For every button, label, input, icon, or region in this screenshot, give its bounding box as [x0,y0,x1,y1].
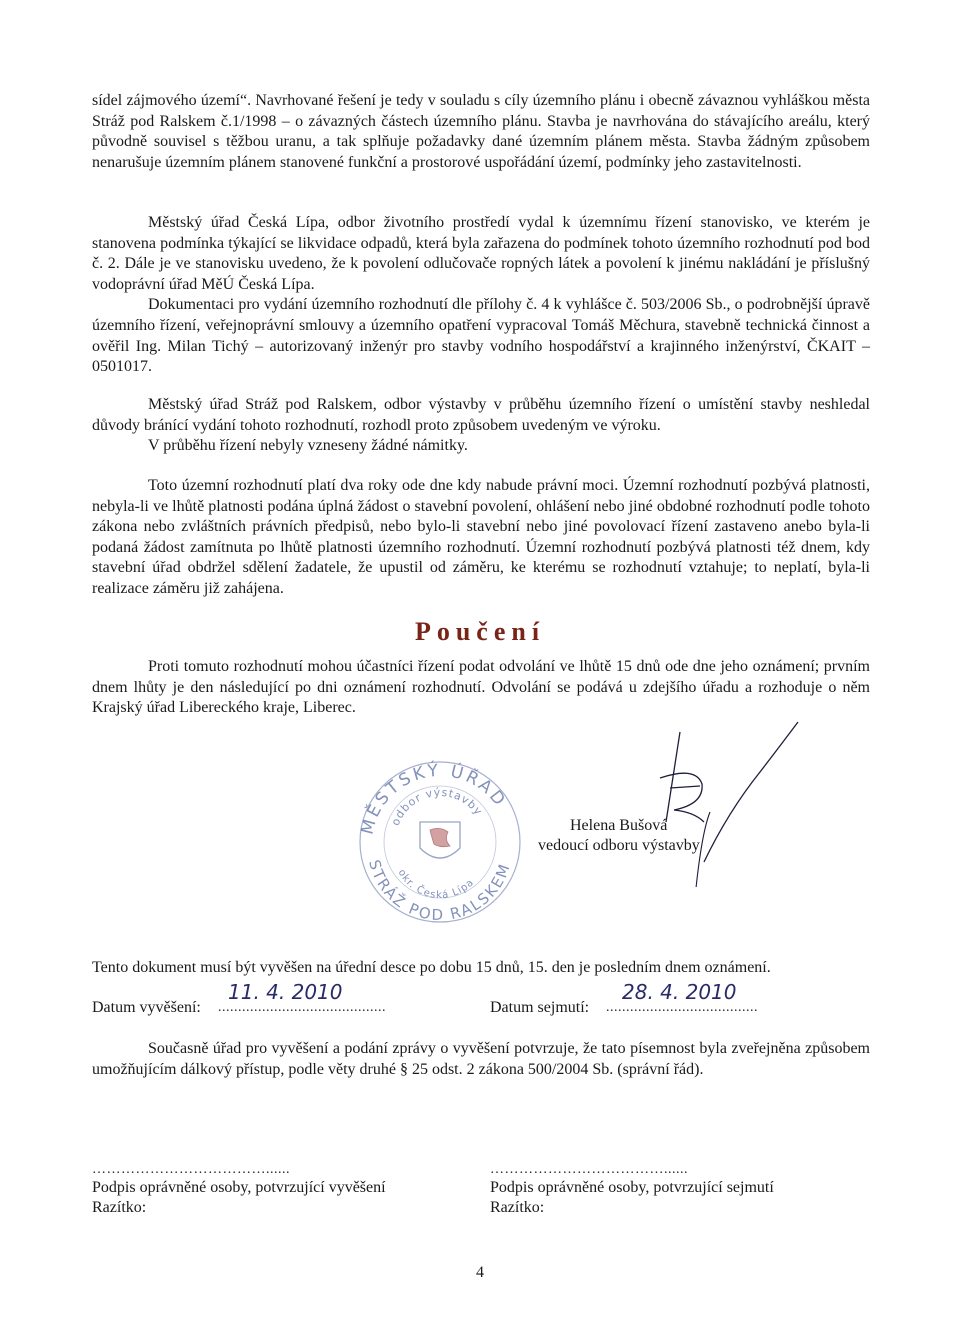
paragraph-text: Městský úřad Česká Lípa, odbor životního prostředí vydal k územnímu řízení stanovisko, ve kterém je stanovena podmínka týkající se likvidace odpadů, která byla zařazena do podmínek tohoto územního rozhodnutí pod bod č. 2. Dále je ve stanovisku uvedeno, že k povolení odlučovače ropných látek a povolení k jinému nakládání je příslušný vodoprávní úřad MěÚ Česká Lípa. [92,214,870,293]
removed-date-dots: ...................................... [606,1000,758,1015]
paragraph-text: Toto územní rozhodnutí platí dva roky ode dne kdy nabude právní moci. Územní rozhodnutí pozbývá platnosti, nebyla-li ve lhůtě platnosti podána úplná žádost o stavební povolení, ohlášení nebo jiné obdobné rozhodnutí podle tohoto zákona nebo zvláštních právních předpisů, nebo bylo-li stavební nebo jiné povolovací řízení zastaveno anebo byla-li podaná žádost zamítnuta po lhůtě platnosti územního rozhodnutí. Územní rozhodnutí pozbývá platnosti též dnem, kdy stavební úřad obdržel sdělení žadatele, že upustil od záměru, ke kterému se rozhodnutí vztahuje; to neplatí, byla-li realizace záměru již zahájena. [92,477,870,597]
footer-left-stamp: Razítko: [92,1199,147,1216]
paragraph-text: Dokumentaci pro vydání územního rozhodnutí dle přílohy č. 4 k vyhlášce č. 503/2006 Sb., o podrobnější úpravě územního řízení, veřejnoprávní smlouvy a územního opatření vypracoval Tomáš Měchura, stavebně technická činnost a ověřil Ing. Milan Tichý – autorizovaný inženýr pro stavby vodního hospodářství a krajinného inženýrství, ČKAIT – 0501017. [92,296,870,376]
coat-of-arms-icon [420,822,460,858]
stamp-inner-text: odbor výstavby [388,785,486,828]
posted-date-value: 11. 4. 2010 [228,980,343,1004]
paragraph-text: sídel zájmového území“. Navrhované řešení je tedy v souladu s cíly územního plánu i obecně závaznou vyhláškou města Stráž pod Ralskem č.1/1998 – o závazných částech územního plánu. Stavba je navrhována do stávajícího areálu, který původně souvisel s těžbou uranu, a tak splňuje požadavky dané územním plánem města. Stavba žádným způsobem nenarušuje územním plánem stanovené funkční a prostorové uspořádání území, podmínky jeho zastavitelnosti. [92,92,870,171]
stamp-bottom-inner-text: okr. Česká Lípa [395,867,477,902]
paragraph-validity [92,476,870,600]
paragraph-appeal-instructions [92,657,870,719]
paragraph-text: Městský úřad Stráž pod Ralskem, odbor výstavby v průběhu územního řízení o umístění stavby neshledal důvody bránící vydání tohoto rozhodnutí, rozhodl proto způsobem uvedeným ve výroku. [92,396,870,434]
posting-notice: Tento dokument musí být vyvěšen na úřední desce po dobu 15 dnů, 15. den je posledním dnem oznámení. [92,959,771,976]
posted-date-dots: .......................................... [218,1000,386,1015]
page-number: 4 [476,1264,484,1281]
paragraph-decision-reasoning [92,395,870,457]
removed-date-value: 28. 4. 2010 [622,980,737,1004]
signatory-name: Helena Bušová [570,817,668,834]
posted-date-label: Datum vyvěšení: [92,999,201,1016]
paragraph-text: V průběhu řízení nebyly vzneseny žádné námitky. [148,437,468,455]
paragraph-environment-statement [92,213,870,378]
footer-left-label: Podpis oprávněné osoby, potvrzující vyvěšení [92,1179,386,1196]
office-stamp [350,752,530,924]
footer-right-label: Podpis oprávněné osoby, potvrzující sejmutí [490,1179,774,1196]
svg-text:okr. Česká Lípa [396,868,477,901]
signature-line-left: ………………………………...... [92,1162,290,1177]
paragraph-text: Proti tomuto rozhodnutí mohou účastníci řízení podat odvolání ve lhůtě 15 dnů ode dne jeho oznámení; prvním dnem lhůty je den následující po dni oznámení rozhodnutí. Odvolání se podává u zdejšího úřadu a rozhoduje o něm Krajský úřad Libereckého kraje, Liberec. [92,658,870,717]
paragraph-text: Současně úřad pro vyvěšení a podání zprávy o vyvěšení potvrzuje, že tato písemnost byla zveřejněna způsobem umožňujícím dálkový přístup, podle věty druhé § 25 odst. 2 zákona 500/2004 Sb. (správní řád). [92,1040,870,1078]
paragraph-zoning-compliance [92,91,870,173]
signatory-role: vedoucí odboru výstavby [538,837,700,854]
footer-right-stamp: Razítko: [490,1199,545,1216]
section-heading-pouceni: Poučení [414,617,546,646]
paragraph-electronic-publication [92,1039,870,1080]
removed-date-label: Datum sejmutí: [490,999,590,1016]
stamp-bottom-outer-text: STRÁŽ POD RALSKEM [365,857,515,924]
stamp-outer-text: MĚSTSKÝ ÚŘAD [357,760,511,837]
signature-line-right: ………………………………...... [490,1162,688,1177]
handwritten-signature [600,712,830,887]
